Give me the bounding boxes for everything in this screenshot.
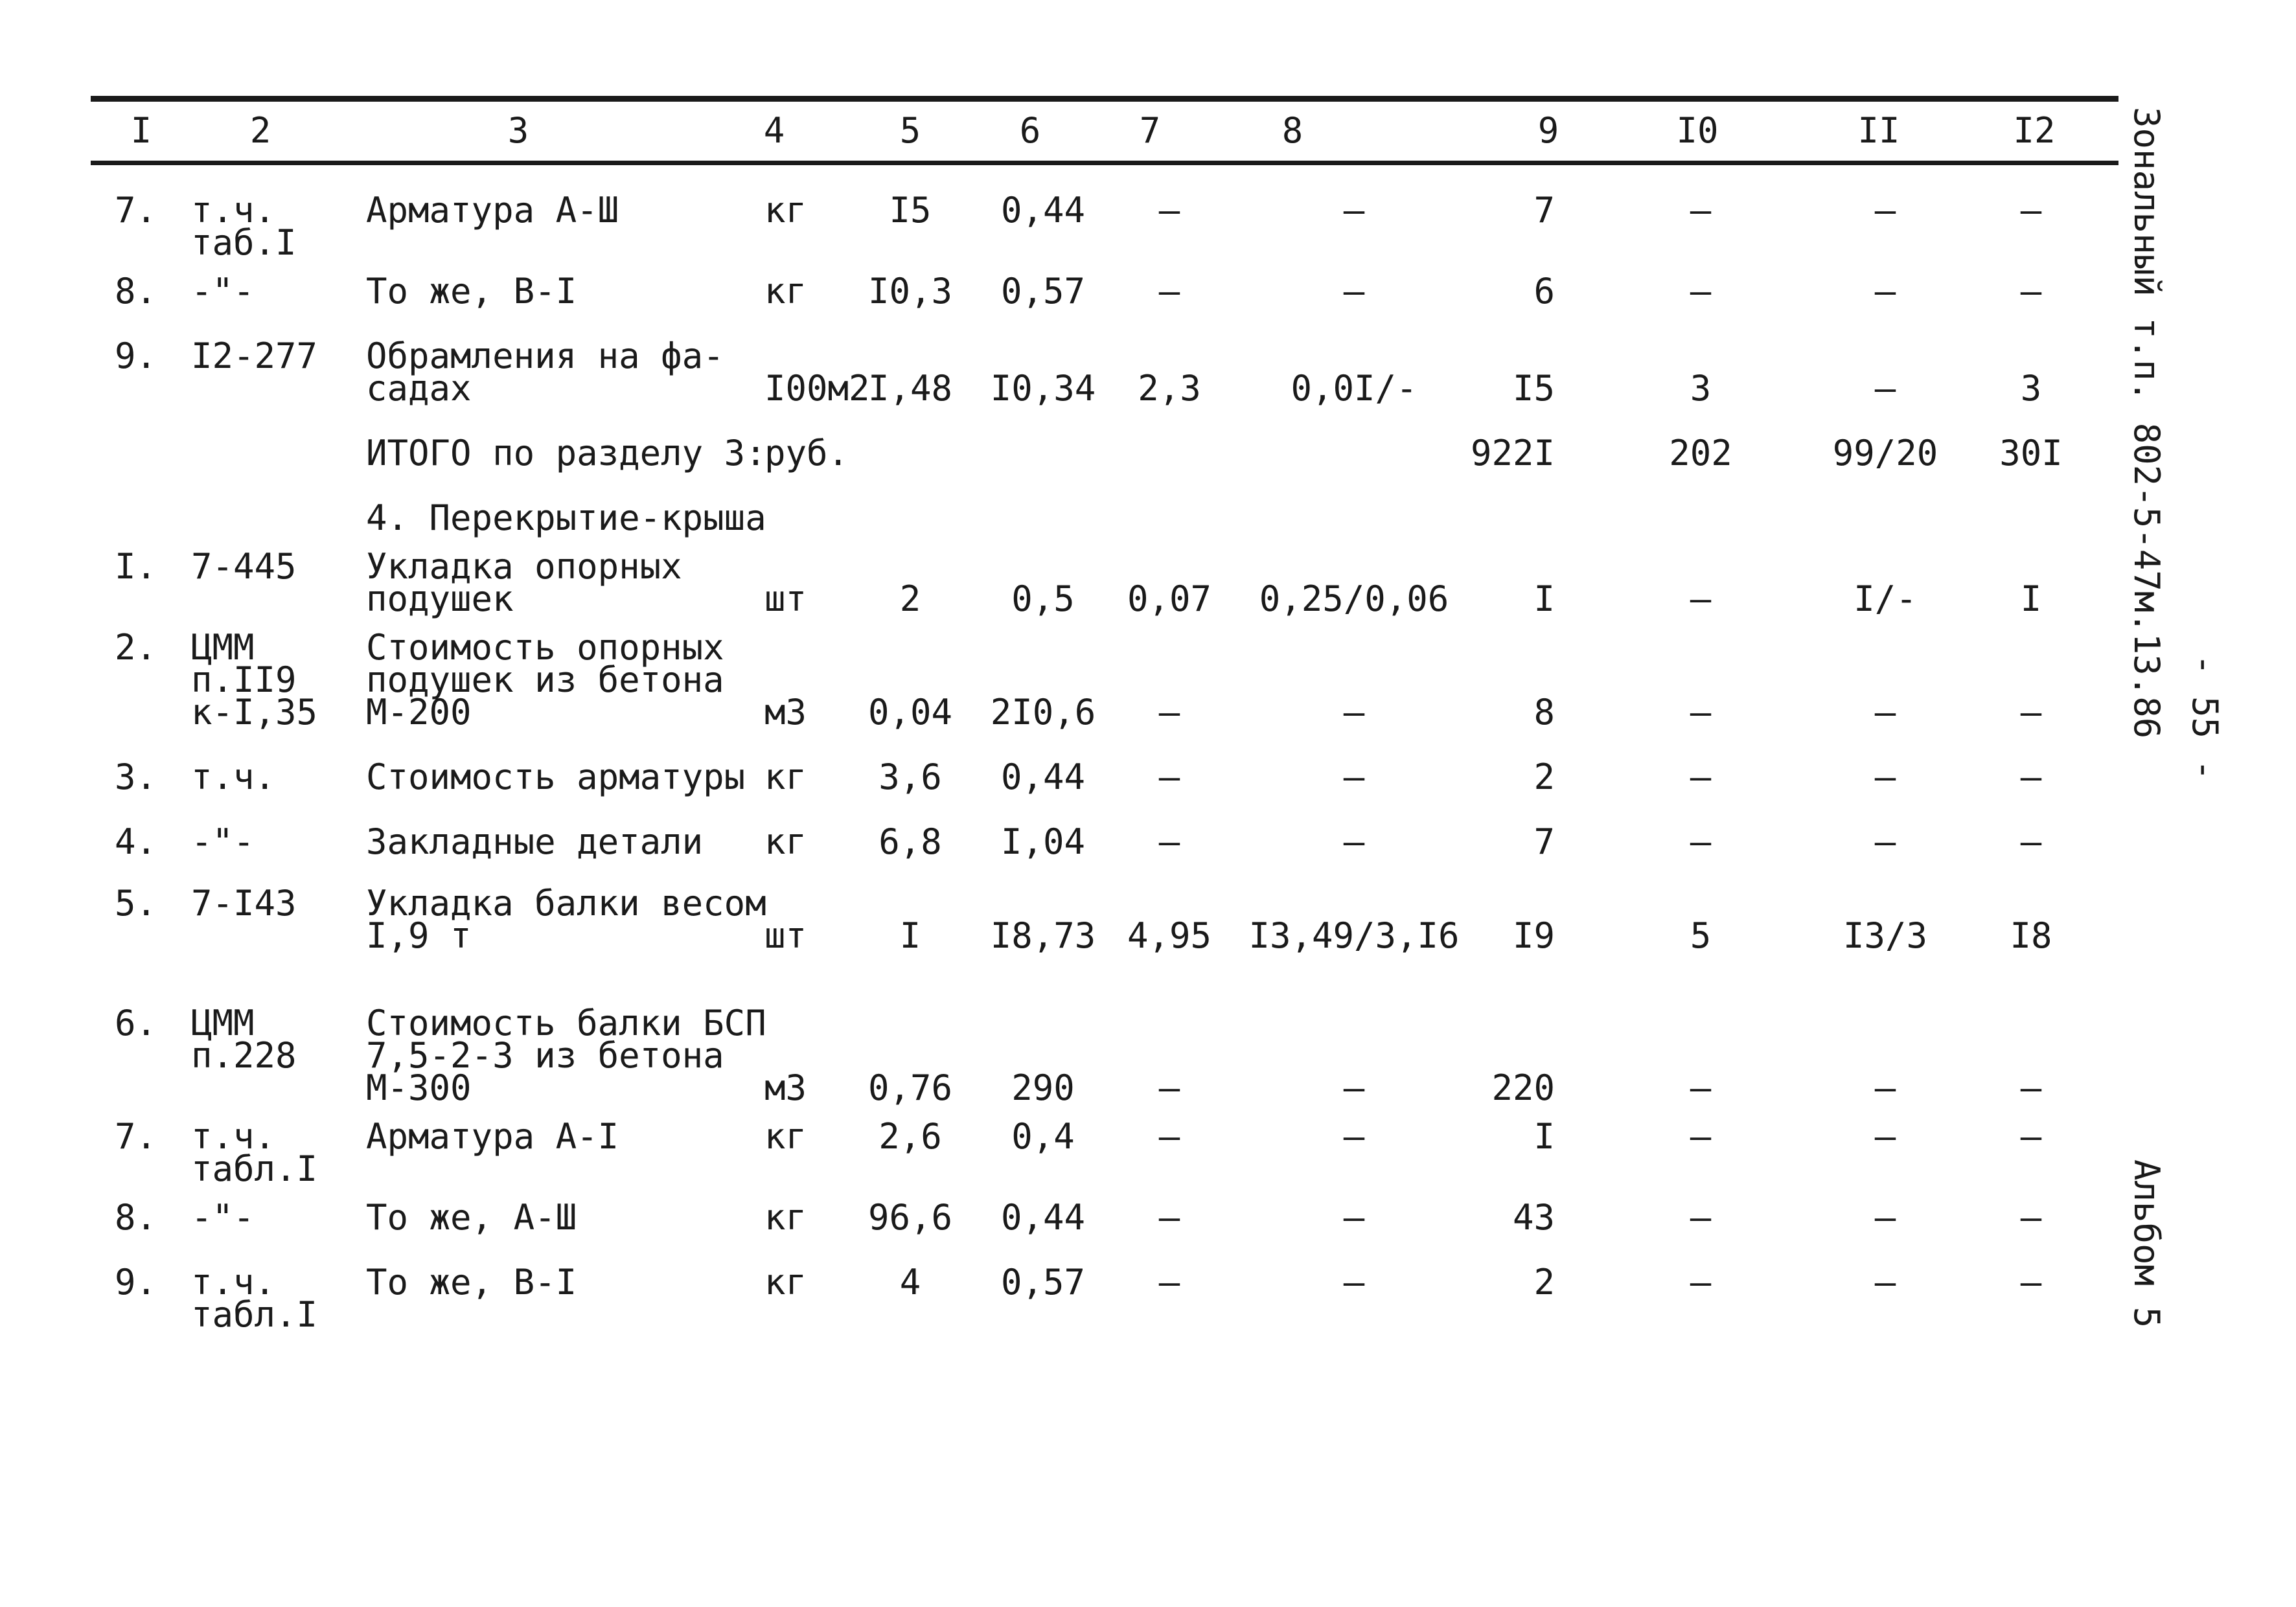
cell-c7: 2,3 (1138, 368, 1201, 409)
cell-c7: – (1158, 1197, 1180, 1238)
cell-c8: – (1343, 1067, 1365, 1108)
cell-c6: 0,57 (1000, 1262, 1086, 1303)
header-col-6: 6 (1019, 110, 1041, 151)
cell-unit: I00м2 (764, 368, 870, 409)
cell-c9: 220 (1491, 1067, 1555, 1108)
cell-c5: 6,8 (878, 821, 942, 862)
cell-unit: кг (764, 1197, 807, 1238)
cell-name: Стоимость балки БСП 7,5-2-3 из бетона М-300 (366, 1003, 766, 1108)
cell-c8: – (1343, 1116, 1365, 1157)
cell-n: 3. (114, 757, 157, 797)
header-col-8: 8 (1281, 110, 1303, 151)
cell-code: 7-445 (191, 546, 297, 587)
cell-c8: – (1343, 271, 1365, 312)
cell-n: 4. (114, 821, 157, 862)
cell-unit: кг (764, 1262, 807, 1303)
cell-unit: шт (764, 915, 807, 956)
cell-c10: – (1690, 190, 1712, 231)
cell-c12: – (2020, 1067, 2042, 1108)
cell-c11: – (1874, 692, 1896, 733)
cell-name: Арматура А-Ш (366, 190, 619, 231)
cell-c11: – (1874, 1197, 1896, 1238)
cell-c6: 0,44 (1000, 1197, 1086, 1238)
cell-name: Стоимость опорных подушек из бетона М-200 (366, 627, 724, 733)
cell-code: -"- (191, 821, 255, 862)
cell-c5: I (899, 915, 921, 956)
cell-c12: I8 (2010, 915, 2052, 956)
cell-c12: – (2020, 190, 2042, 231)
cell-name: Арматура А-I (366, 1116, 619, 1157)
cell-code: т.ч. таб.I (191, 190, 297, 263)
cell-c11: – (1874, 190, 1896, 231)
cell-c6: I,04 (1000, 821, 1086, 862)
cell-c9: 8 (1533, 692, 1555, 733)
cell-name: То же, В-I (366, 271, 577, 312)
cell-c10: 202 (1669, 433, 1732, 473)
cell-c6: 0,44 (1000, 757, 1086, 797)
cell-c7: – (1158, 692, 1180, 733)
cell-unit: кг (764, 821, 807, 862)
cell-c6: 0,4 (1011, 1116, 1075, 1157)
cell-c9: 7 (1533, 821, 1555, 862)
header-col-3: 3 (507, 110, 529, 151)
cell-name: Закладные детали (366, 821, 704, 862)
cell-c10: 3 (1690, 368, 1712, 409)
cell-c5: 96,6 (867, 1197, 953, 1238)
cell-c6: I8,73 (990, 915, 1096, 956)
cell-c5: 0,04 (867, 692, 953, 733)
cell-c12: – (2020, 757, 2042, 797)
cell-c11: – (1874, 271, 1896, 312)
cell-c7: – (1158, 757, 1180, 797)
cell-c8: – (1343, 692, 1365, 733)
header-col-9: 9 (1537, 110, 1559, 151)
cell-c9: 2 (1533, 757, 1555, 797)
cell-code: I2-277 (191, 336, 318, 376)
cell-c8: – (1343, 1197, 1365, 1238)
cell-n: 9. (114, 336, 157, 376)
cell-c9: 43 (1512, 1197, 1555, 1238)
cell-n: 9. (114, 1262, 157, 1303)
header-col-4: 4 (763, 110, 785, 151)
cell-c7: – (1158, 190, 1180, 231)
cell-c12: – (2020, 1116, 2042, 1157)
header-col-2: 2 (249, 110, 271, 151)
cell-unit: м3 (764, 1067, 807, 1108)
cell-c12: – (2020, 1262, 2042, 1303)
cell-n: 5. (114, 883, 157, 924)
cell-c11: – (1874, 1067, 1896, 1108)
cell-c8: – (1343, 757, 1365, 797)
cell-n: 6. (114, 1003, 157, 1043)
cell-c10: – (1690, 1197, 1712, 1238)
cell-c5: I5 (889, 190, 932, 231)
cell-c10: – (1690, 271, 1712, 312)
cell-c7: – (1158, 1067, 1180, 1108)
cell-c9: I9 (1512, 915, 1555, 956)
cell-code: -"- (191, 1197, 255, 1238)
cell-c10: – (1690, 1262, 1712, 1303)
cell-n: 8. (114, 271, 157, 312)
cell-c12: – (2020, 821, 2042, 862)
cell-c10: – (1690, 1067, 1712, 1108)
cell-c11: 99/20 (1832, 433, 1938, 473)
cell-c12: 3 (2020, 368, 2042, 409)
cell-unit: руб. (764, 433, 849, 473)
header-col-5: 5 (899, 110, 921, 151)
header-col-1: I (130, 110, 152, 151)
cell-name: Обрамления на фа- садах (366, 336, 724, 409)
cell-c8: – (1343, 1262, 1365, 1303)
cell-unit: кг (764, 1116, 807, 1157)
cell-c5: I,48 (867, 368, 953, 409)
cell-n: 8. (114, 1197, 157, 1238)
cell-code: ЦММ п.228 (191, 1003, 297, 1076)
cell-code: т.ч. (191, 757, 276, 797)
cell-code: ЦММ п.II9 к-I,35 (191, 627, 318, 733)
cell-c5: 3,6 (878, 757, 942, 797)
table-top-rule (91, 96, 2118, 102)
cell-c10: 5 (1690, 915, 1712, 956)
cell-c8: 0,0I/- (1291, 368, 1418, 409)
cell-n: 2. (114, 627, 157, 668)
cell-c5: I0,3 (867, 271, 953, 312)
cell-c10: – (1690, 578, 1712, 619)
cell-c9: I5 (1512, 368, 1555, 409)
cell-c5: 2 (899, 578, 921, 619)
cell-c11: – (1874, 821, 1896, 862)
cell-c6: I0,34 (990, 368, 1096, 409)
cell-c9: I (1533, 578, 1555, 619)
cell-c9: 7 (1533, 190, 1555, 231)
cell-code: т.ч. табл.I (191, 1116, 318, 1189)
cell-n: 7. (114, 190, 157, 231)
cell-c9: 6 (1533, 271, 1555, 312)
cell-c11: I/- (1854, 578, 1917, 619)
cell-unit: кг (764, 190, 807, 231)
cell-unit: кг (764, 271, 807, 312)
header-col-12: I2 (2013, 110, 2056, 151)
cell-c12: 30I (1999, 433, 2063, 473)
cell-unit: кг (764, 757, 807, 797)
cell-c10: – (1690, 692, 1712, 733)
cell-c7: – (1158, 271, 1180, 312)
cell-c8: 0,25/0,06 (1259, 578, 1449, 619)
cell-c9: I (1533, 1116, 1555, 1157)
cell-code: 7-I43 (191, 883, 297, 924)
cell-c6: 0,44 (1000, 190, 1086, 231)
cell-c6: 0,57 (1000, 271, 1086, 312)
cell-c11: I3/3 (1843, 915, 1928, 956)
cell-c11: – (1874, 1116, 1896, 1157)
cell-c7: 0,07 (1127, 578, 1212, 619)
cell-c7: 4,95 (1127, 915, 1212, 956)
cell-c11: – (1874, 757, 1896, 797)
cell-c10: – (1690, 1116, 1712, 1157)
cell-name: Укладка опорных подушек (366, 546, 682, 619)
cell-name: То же, А-Ш (366, 1197, 577, 1238)
cell-n: I. (114, 546, 157, 587)
cell-c9: 922I (1470, 433, 1555, 473)
cell-c7: – (1158, 1262, 1180, 1303)
cell-c12: I (2020, 578, 2042, 619)
cell-c6: 2I0,6 (990, 692, 1096, 733)
cell-c10: – (1690, 821, 1712, 862)
cell-code: -"- (191, 271, 255, 312)
cell-c5: 2,6 (878, 1116, 942, 1157)
cell-c5: 4 (899, 1262, 921, 1303)
cell-c8: – (1343, 190, 1365, 231)
cell-c8: I3,49/3,I6 (1248, 915, 1460, 956)
cell-c8: – (1343, 821, 1365, 862)
cell-c11: – (1874, 1262, 1896, 1303)
header-col-7: 7 (1139, 110, 1161, 151)
cell-c10: – (1690, 757, 1712, 797)
cell-c11: – (1874, 368, 1896, 409)
cell-unit: м3 (764, 692, 807, 733)
cell-name: Стоимость арматуры (366, 757, 746, 797)
project-reference: Зональный т.п. 802-5-47м.13.86 (2126, 107, 2167, 739)
cell-name: Укладка балки весом I,9 т (366, 883, 766, 956)
cell-n: 7. (114, 1116, 157, 1157)
cell-c12: – (2020, 1197, 2042, 1238)
cell-name: ИТОГО по разделу 3: (366, 433, 766, 473)
cell-c6: 290 (1011, 1067, 1075, 1108)
cell-c7: – (1158, 821, 1180, 862)
cell-code: т.ч. табл.I (191, 1262, 318, 1335)
cell-c6: 0,5 (1011, 578, 1075, 619)
cell-c5: 0,76 (867, 1067, 953, 1108)
cell-c12: – (2020, 692, 2042, 733)
cell-unit: шт (764, 578, 807, 619)
table-header-rule (91, 161, 2118, 165)
header-col-11: II (1857, 110, 1900, 151)
cell-c12: – (2020, 271, 2042, 312)
page-number: - 55 - (2185, 654, 2225, 781)
header-col-10: I0 (1676, 110, 1719, 151)
album-label: Альбом 5 (2126, 1159, 2167, 1328)
cell-name: 4. Перекрытие-крыша (366, 497, 766, 538)
cell-c9: 2 (1533, 1262, 1555, 1303)
cell-name: То же, В-I (366, 1262, 577, 1303)
cell-c7: – (1158, 1116, 1180, 1157)
